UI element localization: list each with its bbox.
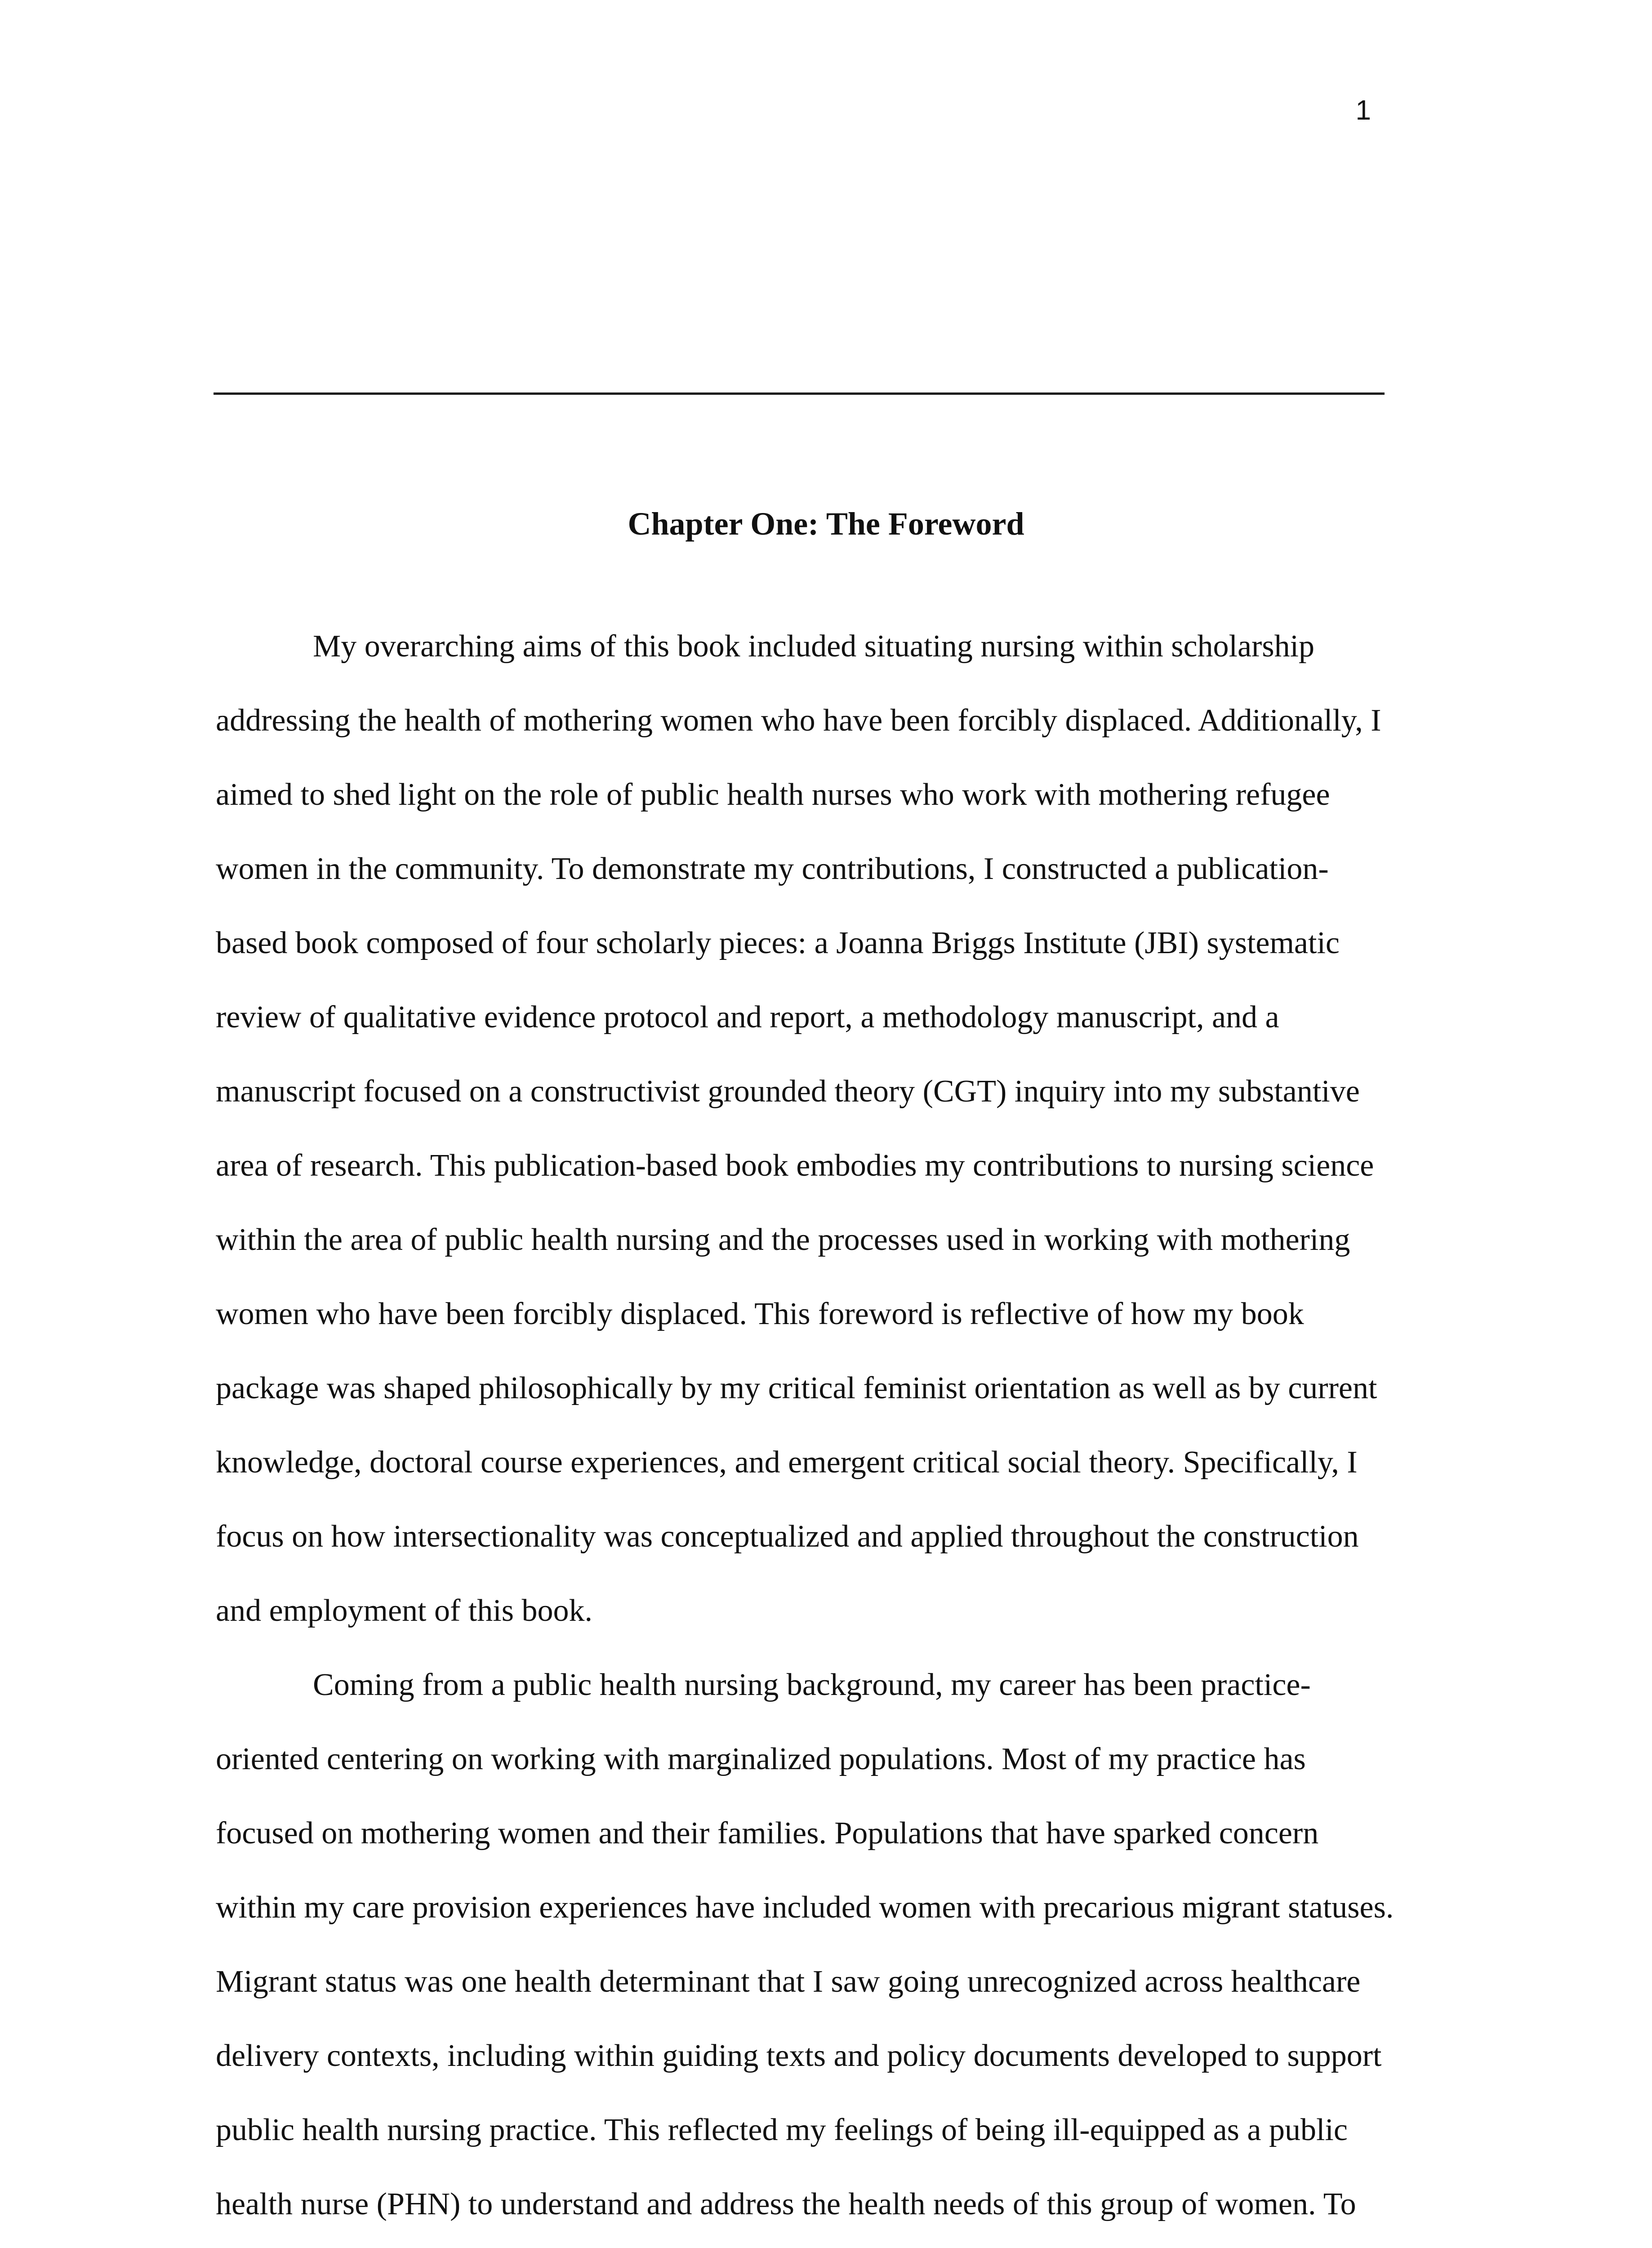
text-line: based book composed of four scholarly pieces: a Joanna Briggs Institute (JBI) systematic (216, 926, 1340, 960)
text-line: within the area of public health nursing and the processes used in working with mothering (216, 1222, 1350, 1257)
text-line: My overarching aims of this book included situating nursing within scholarship (313, 629, 1315, 664)
text-line: Coming from a public health nursing background, my career has been practice- (313, 1668, 1311, 1702)
horizontal-rule (214, 393, 1385, 395)
chapter-title: Chapter One: The Foreword (628, 506, 1024, 542)
text-line: within my care provision experiences have included women with precarious migrant statuses. (216, 1890, 1394, 1925)
text-line: women who have been forcibly displaced. This foreword is reflective of how my book (216, 1297, 1304, 1331)
text-line: public health nursing practice. This reflected my feelings of being ill-equipped as a public (216, 2113, 1348, 2147)
text-line: manuscript focused on a constructivist grounded theory (CGT) inquiry into my substantive (216, 1074, 1360, 1109)
text-line: focus on how intersectionality was conceptualized and applied throughout the construction (216, 1519, 1359, 1554)
text-line: Migrant status was one health determinant that I saw going unrecognized across healthcare (216, 1964, 1361, 1999)
paragraph-1 (216, 609, 1434, 1648)
text-line: addressing the health of mothering women who have been forcibly displaced. Additionally, I (216, 703, 1381, 738)
text-line: aimed to shed light on the role of public health nurses who work with mothering refugee (216, 777, 1330, 812)
text-line: focused on mothering women and their families. Populations that have sparked concern (216, 1816, 1319, 1851)
text-line: health nurse (PHN) to understand and address the health needs of this group of women. To (216, 2187, 1356, 2221)
text-line: and employment of this book. (216, 1593, 592, 1628)
paragraph-2 (216, 1648, 1434, 2241)
text-line: women in the community. To demonstrate my contributions, I constructed a publication- (216, 852, 1329, 886)
text-line: package was shaped philosophically by my critical feminist orientation as well as by current (216, 1371, 1377, 1405)
page-number: 1 (1355, 95, 1371, 126)
text-line: oriented centering on working with marginalized populations. Most of my practice has (216, 1742, 1306, 1776)
text-line: review of qualitative evidence protocol and report, a methodology manuscript, and a (216, 1000, 1279, 1035)
body-text (216, 609, 1434, 2241)
text-line: area of research. This publication-based book embodies my contributions to nursing science (216, 1148, 1374, 1183)
text-line: delivery contexts, including within guiding texts and policy documents developed to support (216, 2038, 1382, 2073)
text-line: knowledge, doctoral course experiences, and emergent critical social theory. Specifically, I (216, 1445, 1358, 1480)
